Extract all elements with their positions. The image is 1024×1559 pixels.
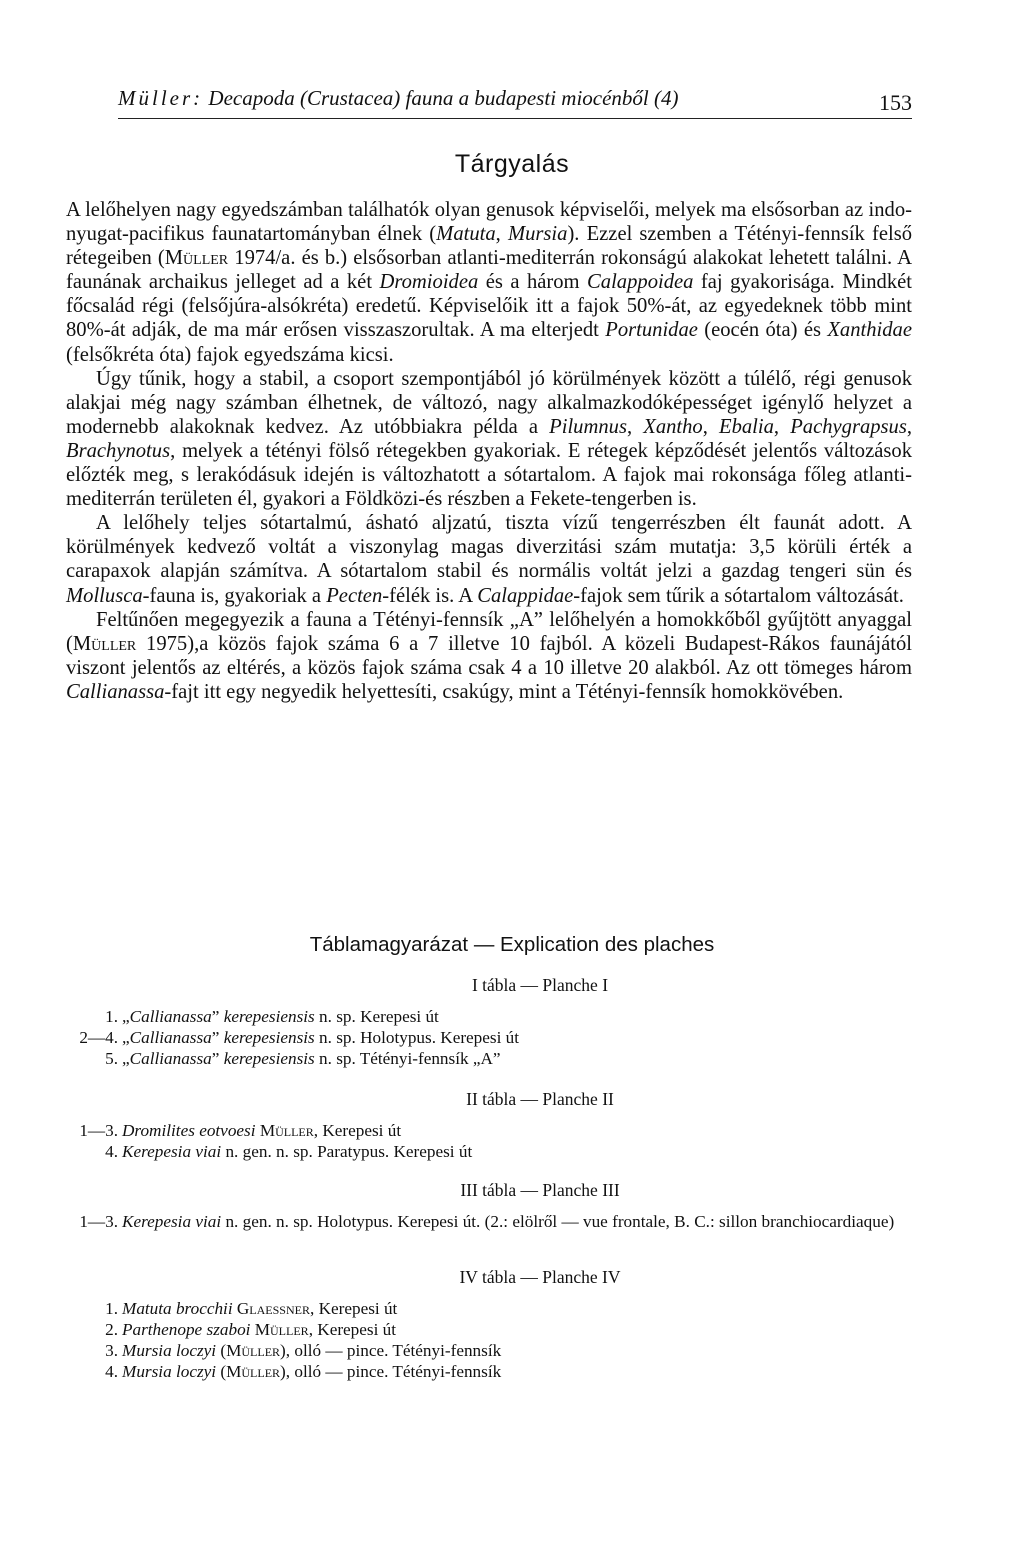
plate-entry-list [58, 1006, 918, 1069]
plate-entry-number: 3. [105, 1341, 118, 1360]
plate-heading: II tábla — Planche II [466, 1089, 614, 1109]
plate-heading: IV tábla — Planche IV [459, 1267, 621, 1287]
plate-entry-text: Kerepesia viai n. gen. n. sp. Paratypus. Kerepesi út [122, 1142, 473, 1161]
page-number: 153 [879, 90, 912, 115]
plate-entry-text: „Callianassa” kerepesiensis n. sp. Holotypus. Kerepesi út [122, 1028, 520, 1047]
plate-entry-text: Kerepesia viai n. gen. n. sp. Holotypus. Kerepesi út. (2.: elölről — vue frontale, B. C.: sillon branchiocardiaque) [122, 1212, 895, 1231]
plate-entry-text: „Callianassa” kerepesiensis n. sp. Kerepesi út [122, 1007, 439, 1026]
section-title: Tárgyalás [454, 150, 570, 178]
plate-entry-list [58, 1298, 918, 1382]
plate-heading: III tábla — Planche III [460, 1180, 620, 1200]
plate-entry-text: Mursia loczyi (Müller), olló — pince. Tétényi-fennsík [122, 1341, 502, 1360]
plate-entry-number: 2. [105, 1320, 118, 1339]
plate-entry [58, 1340, 918, 1361]
plate-entry-list [58, 1211, 918, 1232]
plate-entry-text: Dromilites eotvoesi Müller, Kerepesi út [122, 1121, 402, 1140]
discussion-body [66, 198, 912, 704]
plate-entry-number: 4. [105, 1362, 118, 1381]
plate-entry-number: 1—3. [79, 1121, 118, 1140]
plate-entry [58, 1006, 918, 1027]
paragraph-2: Úgy tűnik, hogy a stabil, a csoport szempontjából jó körülmények között a túlélő, régi genusok alakjai még nagy számban élhetnek, de változó, nagy alkalmazkodóképességet igénylő helyzet a modernebb alakoknak kedvez. Az utóbbiakra példa a Pilumnus, Xantho, Ebalia, Pachygrapsus, Brachynotus, melyek a tétényi fölső rétegekben gyakoriak. E rétegek képződését jelentős változások előzték meg, s lerakódásuk idején is változhatott a sótartalom. A fajok mai rokonsága főleg atlanti-mediterrán területen él, gyakori a Földközi-és részben a Fekete-tengerben is. [66, 367, 913, 511]
plate-entry [58, 1361, 918, 1382]
plate-entry-number: 5. [105, 1049, 118, 1068]
plate-heading: I tábla — Planche I [471, 975, 609, 995]
plate-entry [58, 1319, 918, 1340]
plates-title: Táblamagyarázat — Explication des plaches [309, 933, 715, 956]
running-head [118, 86, 912, 114]
plate-entry-text: Parthenope szaboi Müller, Kerepesi út [122, 1320, 397, 1339]
plate-entry-number: 4. [105, 1142, 118, 1161]
plate-entry-text: Matuta brocchii Glaessner, Kerepesi út [122, 1299, 398, 1318]
running-head-author: Müller: [118, 86, 204, 110]
header-rule [118, 118, 912, 119]
plate-entry [58, 1120, 918, 1141]
plate-entry-number: 1. [105, 1007, 118, 1026]
paragraph-4: Feltűnően megegyezik a fauna a Tétényi-fennsík „A” lelőhelyén a homokkőből gyűjtött anyaggal (Müller 1975),a közös fajok száma 6 a 7 illetve 10 fajból. A közeli Budapest-Rákos faunájától viszont jelentős az eltérés, a közös fajok száma csak 4 a 10 illetve 20 alakból. Az ott tömeges három Callianassa-fajt itt egy negyedik helyettesíti, csakúgy, mint a Tétényi-fennsík homokkövében. [66, 608, 912, 703]
plate-entry [58, 1298, 918, 1319]
running-head-title: Decapoda (Crustacea) fauna a budapesti miocénből (4) [208, 86, 679, 110]
plate-entry-text: Mursia loczyi (Müller), olló — pince. Tétényi-fennsík [122, 1362, 502, 1381]
plate-entry-number: 2—4. [79, 1028, 118, 1047]
plate-entry [58, 1048, 918, 1069]
plate-entry [58, 1211, 918, 1232]
paragraph-1: A lelőhelyen nagy egyedszámban találhatók olyan genusok képviselői, melyek ma elsősorban az indo-nyugat-pacifikus faunatartományban élnek (Matuta, Mursia). Ezzel szemben a Tétényi-fennsík felső rétegeiben (Müller 1974/a. és b.) elsősorban atlanti-mediterrán rokonságú alakokat lehetett találni. A faunának archaikus jelleget ad a két Dromioidea és a három Calappoidea faj gyakorisága. Mindkét főcsalád régi (felsőjúra-alsókréta) eredetű. Képviselőik itt a fajok 50%-át, az egyedeknek több mint 80%-át adják, de ma már erősen visszaszorultak. A ma elterjedt Portunidae (eocén óta) és Xanthidae (felsőkréta óta) fajok egyedszáma kicsi. [66, 199, 913, 366]
plate-entry-text: „Callianassa” kerepesiensis n. sp. Tétényi-fennsík „A” [122, 1049, 501, 1068]
plate-entry-number: 1—3. [79, 1212, 118, 1231]
plate-entry [58, 1141, 918, 1162]
paragraph-3: A lelőhely teljes sótartalmú, ásható aljzatú, tiszta vízű tengerrészben élt faunát adott. A körülmények kedvező voltát a viszonylag magas diverzitási szám mutatja: 3,5 körüli érték a carapaxok alapján számítva. A sótartalom stabil és normális voltát jelzi a gazdag tengeri sün és Mollusca-fauna is, gyakoriak a Pecten-félék is. A Calappidae-fajok sem tűrik a sótartalom változását. [66, 512, 912, 607]
plate-entry-number: 1. [105, 1299, 118, 1318]
plate-entry-list [58, 1120, 918, 1162]
plate-entry [58, 1027, 918, 1048]
